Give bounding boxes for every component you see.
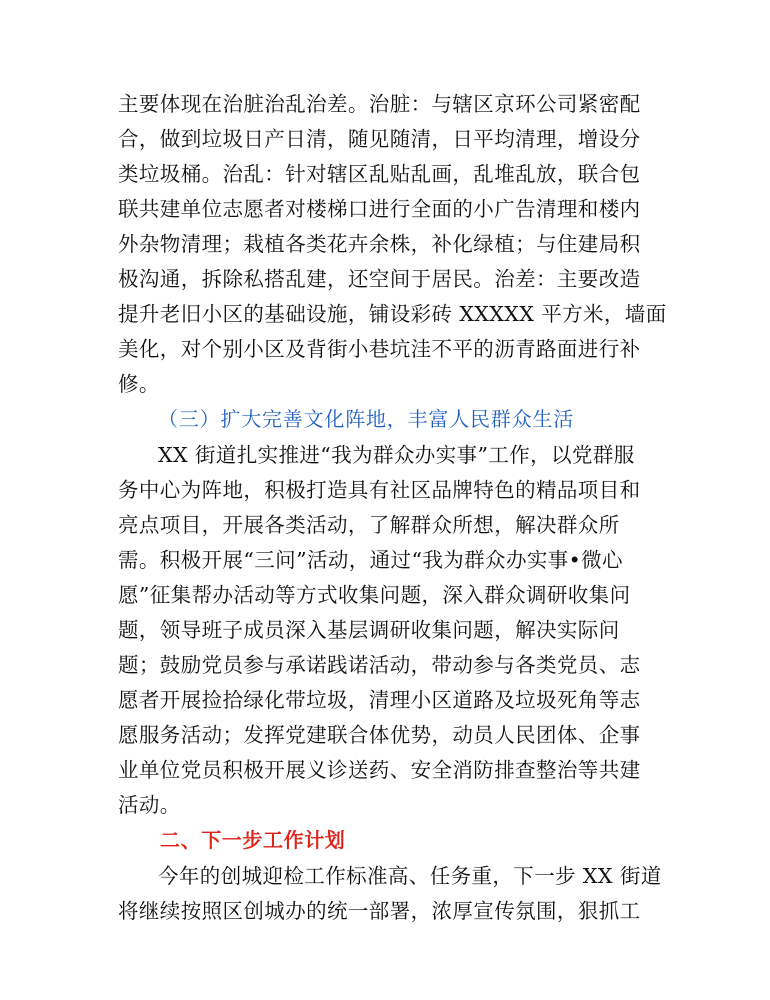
body-text-line: 题；鼓励党员参与承诺践诺活动，带动参与各类党员、志: [118, 653, 641, 677]
body-text-line: 提升老旧小区的基础设施，铺设彩砖 XXXXX 平方米，墙面: [118, 302, 667, 326]
body-text-line: 将继续按照区创城办的统一部署，浓厚宣传氛围，狠抓工: [118, 899, 641, 923]
body-text-line: 联共建单位志愿者对楼梯口进行全面的小广告清理和楼内: [118, 197, 641, 221]
body-text-line: 极沟通，拆除私搭乱建，还空间于居民。治差：主要改造: [118, 267, 641, 291]
body-text-line: 业单位党员积极开展义诊送药、安全消防排查整治等共建: [118, 758, 641, 782]
body-text-line: 愿者开展捡拾绿化带垃圾，清理小区道路及垃圾死角等志: [118, 688, 641, 712]
body-text-line: 美化，对个别小区及背街小巷坑洼不平的沥青路面进行补: [118, 337, 641, 361]
body-text-line: 愿”征集帮办活动等方式收集问题，深入群众调研收集问: [118, 583, 631, 607]
body-text-line: 愿服务活动；发挥党建联合体优势，动员人民团体、企事: [118, 723, 641, 747]
section-heading: 二、下一步工作计划: [160, 828, 346, 852]
body-text-line: 外杂物清理；栽植各类花卉余株，补化绿植；与住建局积: [118, 232, 641, 256]
body-text-line: 合，做到垃圾日产日清，随见随清，日平均清理，增设分: [118, 127, 641, 151]
body-text-line: XX 街道扎实推进“我为群众办实事”工作，以党群服: [158, 443, 635, 467]
body-text-line: 修。: [118, 372, 160, 396]
body-text-line: 务中心为阵地，积极打造具有社区品牌特色的精品项目和: [118, 478, 641, 502]
body-text-line: 今年的创城迎检工作标准高、任务重，下一步 XX 街道: [158, 864, 662, 888]
body-text-line: 题，领导班子成员深入基层调研收集问题，解决实际问: [118, 618, 620, 642]
subsection-heading: （三）扩大完善文化阵地，丰富人民群众生活: [158, 407, 574, 431]
body-text-line: 亮点项目，开展各类活动，了解群众所想，解决群众所: [118, 513, 620, 537]
body-text-line: 主要体现在治脏治乱治差。治脏：与辖区京环公司紧密配: [118, 92, 641, 116]
body-text-line: 类垃圾桶。治乱：针对辖区乱贴乱画，乱堆乱放，联合包: [118, 162, 641, 186]
body-text-line: 活动。: [118, 793, 181, 817]
body-text-line: 需。积极开展“三问”活动，通过“我为群众办实事•微心: [118, 548, 623, 572]
